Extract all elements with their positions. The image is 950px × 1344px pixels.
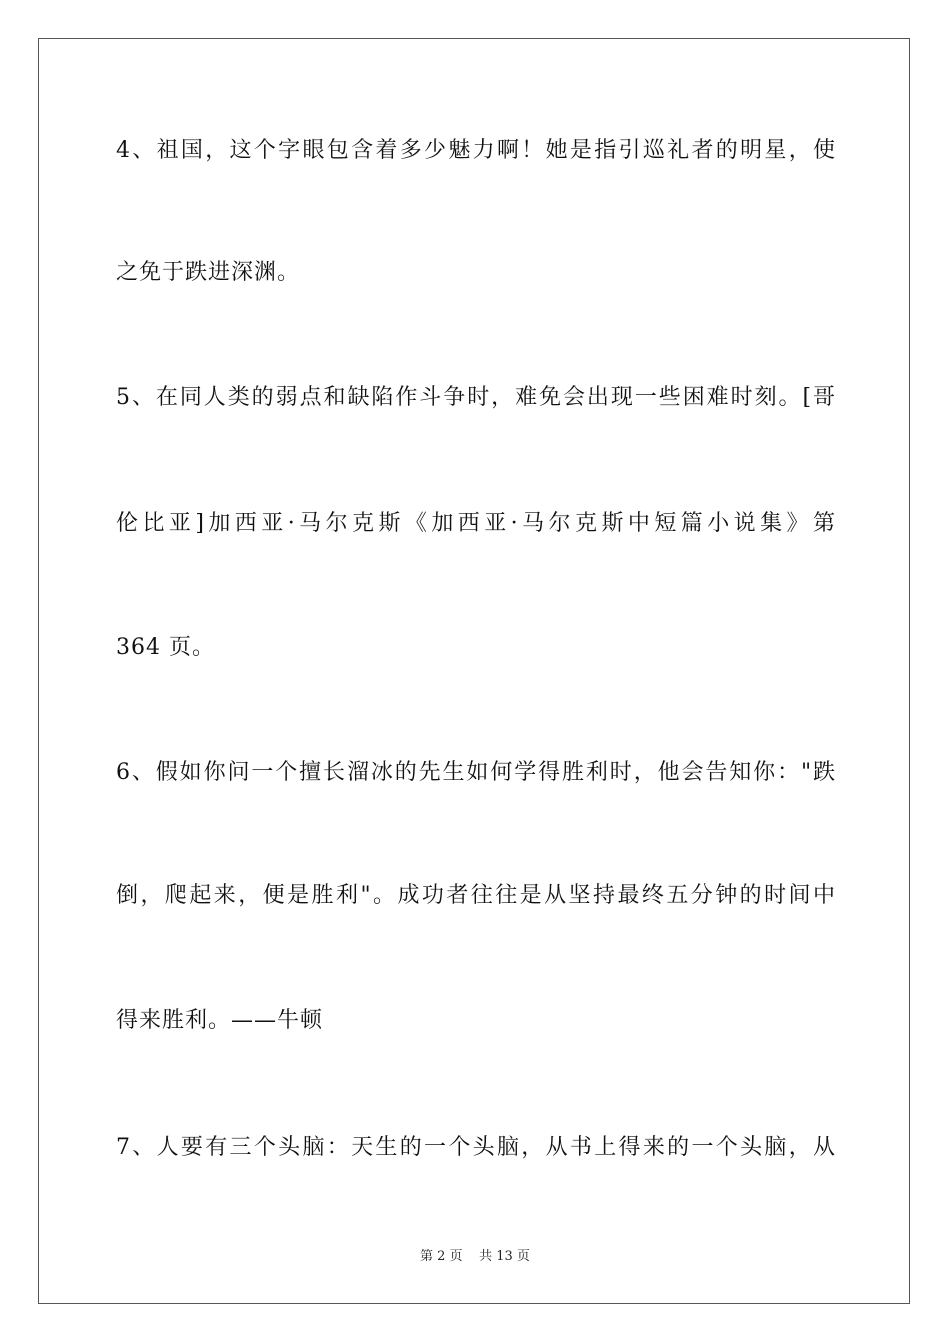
text-line-2: 之免于跌进深渊。 [116,260,301,285]
page-footer [0,1248,950,1266]
page-total: 共 13 页 [479,1249,530,1264]
text-line-7: 倒，爬起来，便是胜利"。成功者往往是从坚持最终五分钟的时间中 [116,883,836,908]
text-line-6: 6、假如你问一个擅长溜冰的先生如何学得胜利时，他会告知你："跌 [116,760,836,785]
text-line-9: 7、人要有三个头脑：天生的一个头脑，从书上得来的一个头脑，从 [116,1135,836,1160]
page-border [38,38,910,1304]
text-line-8: 得来胜利。——牛顿 [116,1008,324,1033]
text-line-4: 伦比亚]加西亚·马尔克斯《加西亚·马尔克斯中短篇小说集》第 [116,511,836,536]
page-number: 第 2 页 [420,1249,463,1264]
text-line-5: 364 页。 [116,635,215,660]
text-line-1: 4、祖国，这个字眼包含着多少魅力啊！她是指引巡礼者的明星，使 [116,138,836,163]
text-line-3: 5、在同人类的弱点和缺陷作斗争时，难免会出现一些困难时刻。[哥 [116,385,836,410]
